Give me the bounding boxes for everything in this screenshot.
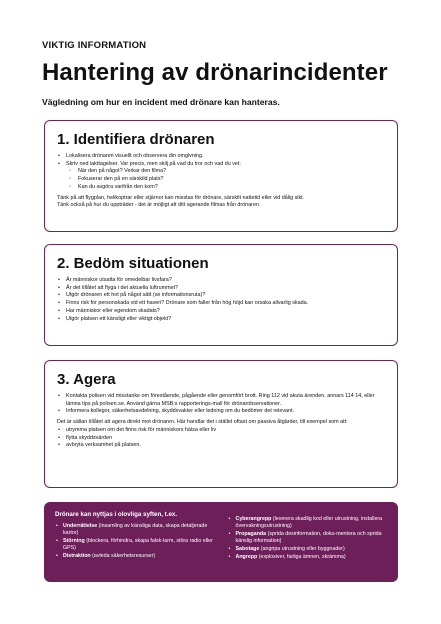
term-description: (avleda säkerhetsresurser) bbox=[90, 552, 156, 559]
paragraph: Tänk på att flygplan, helikoptrar eller stjärnor kan misstas för drönare, särskilt nattetid eller vid dålig sikt. bbox=[57, 194, 305, 201]
section-heading: 2. Bedöm situationen bbox=[57, 255, 209, 272]
list-item bbox=[55, 553, 216, 560]
list-item: • Kontakta polisen vid misstanke om förestående, pågående eller genomfört brott. Ring 112 vid akuta ärenden, annars 114 14, eller lämna tips på polisen.se. Använd gärna MSB:s rapporterings-mall för drönarobservationer. bbox=[57, 393, 387, 408]
list-item: • Utgör platsen ett känsligt eller viktigt objekt? bbox=[57, 316, 387, 324]
term-label: Distraktion bbox=[63, 552, 91, 559]
info-box-right-list bbox=[228, 516, 389, 561]
info-box bbox=[44, 502, 398, 582]
list-item: • Finns risk för personskada vid ett haveri? Drönare som faller från hög höjd kan orsaka allvarlig skada. bbox=[57, 300, 387, 308]
list-item bbox=[228, 531, 389, 545]
list-item: • Skriv ned iakttagelser. Var precis, men skilj på vad du tror och vad du vet: bbox=[57, 161, 387, 169]
term-description: (sprida desinformation, doku-mentera och sprida känslig information) bbox=[235, 530, 382, 545]
section-heading: 3. Agera bbox=[57, 371, 116, 388]
list-item: • Har människor eller egendom skadats? bbox=[57, 308, 387, 316]
list-item bbox=[55, 523, 216, 537]
section-identify bbox=[44, 120, 398, 232]
list-item: ◦ När den på något? Verkar den filma? bbox=[57, 168, 387, 176]
paragraph: Tänk också på hur du uppträder - det är möjligt att ditt agerande filmas från drönaren. bbox=[57, 202, 261, 209]
info-box-heading: Drönare kan nyttjas i olovliga syften, t.ex. bbox=[55, 511, 178, 518]
page-subtitle: Vägledning om hur en incident med drönare kan hanteras. bbox=[42, 97, 280, 107]
term-label: Sabotage bbox=[235, 545, 260, 552]
list-item bbox=[228, 516, 389, 530]
term-description: (angripa utrustning eller byggnader) bbox=[259, 545, 345, 552]
section-assess bbox=[44, 244, 398, 346]
section-heading: 1. Identifiera drönaren bbox=[57, 131, 215, 148]
bullet-list bbox=[57, 153, 387, 192]
list-item: ◦ Kan du avgöra varifrån den kom? bbox=[57, 184, 387, 192]
list-item: • Lokalisera drönaren visuellt och observera din omgivning. bbox=[57, 153, 387, 161]
bullet-list bbox=[57, 393, 387, 416]
list-item: • avbryta verksamhet på platsen. bbox=[57, 442, 387, 450]
eyebrow-label: VIKTIG INFORMATION bbox=[42, 40, 147, 51]
list-item: • Informera kollegor, säkerhetsavdelning, skyddsvakter eller ledning om du bedömer det relevant. bbox=[57, 408, 387, 416]
list-item bbox=[55, 538, 216, 552]
section-act bbox=[44, 360, 398, 488]
list-item bbox=[228, 554, 389, 561]
term-label: Underrättelse bbox=[63, 523, 98, 529]
list-item: • Är det tillåtet att flyga i det aktuella luftrummet? bbox=[57, 285, 387, 293]
list-item: • flytta skyddsvärden bbox=[57, 435, 387, 443]
list-item bbox=[228, 546, 389, 553]
list-item: • Utgör drönaren ett hot på något sätt (se informationsruta)? bbox=[57, 292, 387, 300]
page-title: Hantering av drönarincidenter bbox=[42, 59, 388, 86]
term-label: Störning bbox=[63, 537, 85, 544]
bullet-list bbox=[57, 277, 387, 323]
term-label: Cyberangrepp bbox=[235, 516, 272, 522]
bullet-list bbox=[57, 427, 387, 450]
term-description: (insamling av känsliga data, skapa detaljerade kartor) bbox=[63, 523, 208, 537]
list-item: • utrymma platsen om det finns risk för människors hälsa eller liv bbox=[57, 427, 387, 435]
info-box-left-list bbox=[55, 523, 216, 561]
list-item: • Är människor utsatta för omedelbar livsfara? bbox=[57, 277, 387, 285]
term-label: Propaganda bbox=[235, 530, 267, 537]
term-label: Angrepp bbox=[235, 553, 258, 560]
paragraph: Det är sällan tillåtet att agera direkt mot drönaren. Här handlar det i stället oftast om passiva åtgärder, till exempel som att: bbox=[57, 419, 348, 426]
term-description: (blockera, förhindra, skapa falsk-larm, störa radio eller GPS) bbox=[63, 537, 213, 552]
term-description: (explosiver, farliga ämnen, skrämma) bbox=[257, 553, 346, 560]
list-item: ◦ Fokuserar den på en särskild plats? bbox=[57, 176, 387, 184]
term-description: (leverera skadlig kod eller utrustning, installera övervakningsutrustning) bbox=[235, 516, 383, 530]
